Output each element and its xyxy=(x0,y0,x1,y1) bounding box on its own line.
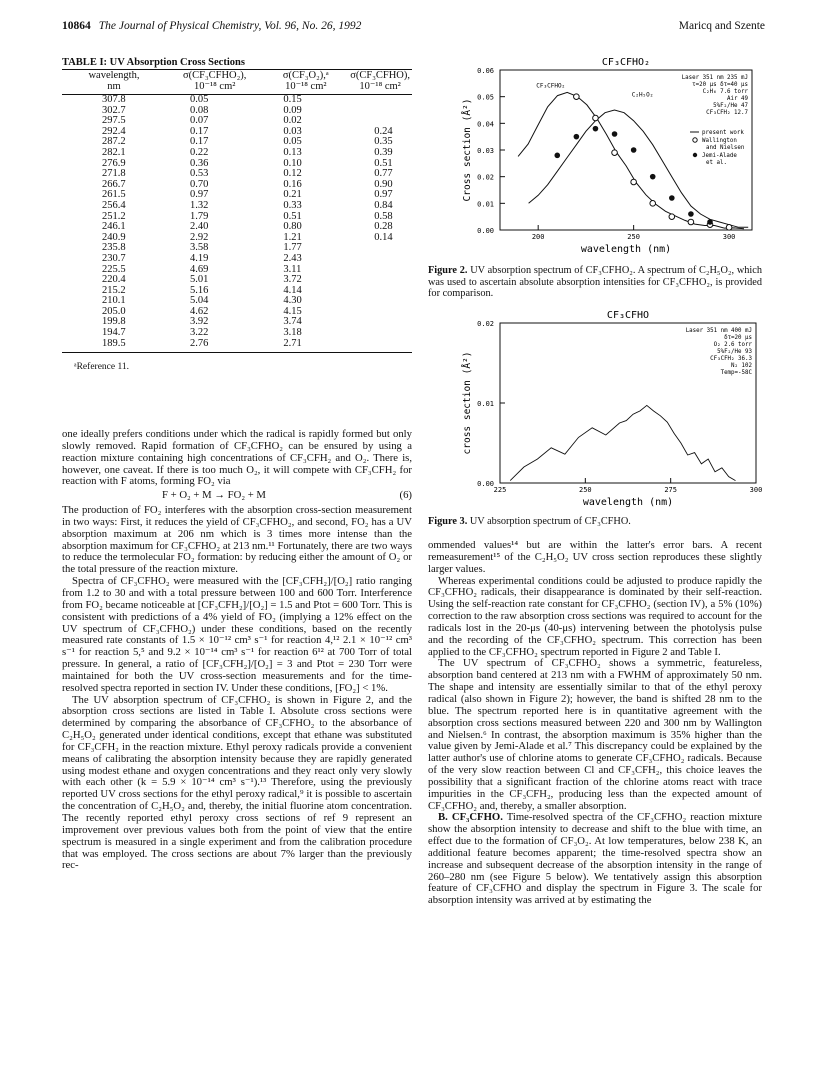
table-cell: 3.11 xyxy=(283,263,302,275)
wallington-point xyxy=(726,225,732,231)
table-cell: 2.40 xyxy=(189,221,209,233)
header-left xyxy=(62,20,361,32)
table-cell: 0.28 xyxy=(374,221,393,233)
table-cell xyxy=(348,95,412,106)
wallington-point xyxy=(669,214,675,220)
column-unit: 10⁻¹⁸ cm² xyxy=(166,81,263,95)
equation-6 xyxy=(62,490,412,502)
y-tick-label: 0.02 xyxy=(477,320,494,328)
table-cell: 261.5 xyxy=(102,189,126,201)
wallington-point xyxy=(593,115,599,121)
table-row xyxy=(62,148,412,159)
y-tick-label: 0.00 xyxy=(477,227,494,235)
table-cell: 0.24 xyxy=(374,125,393,137)
table-cell: 2.76 xyxy=(166,339,263,353)
legend-entry: and Nielsen xyxy=(706,145,745,151)
paragraph: ommended values¹⁴ but are within the latter's error bars. A recent remeasurement¹⁵ of the C₂H₅O₂ UV cross section reproduces these slightly larger values. xyxy=(428,539,762,575)
y-axis-label: Cross section (Å²) xyxy=(462,98,473,202)
figure-2 xyxy=(444,52,762,260)
condition-text: 5%F₂/He 93 xyxy=(717,349,752,355)
table-cell xyxy=(348,243,412,254)
table-cell: 3.18 xyxy=(283,327,302,339)
paragraph: The UV absorption spectrum of CF₃CFHO₂ is shown in Figure 2, and the absorption cross sections are listed in Table I. Absolute cross sections were determined by comparing the absorbance of CF₃CFHO₂ to the absorbance of C₂H₅O₂ generated under identical conditions, except that ethane was substituted for CF₃CFH₂ in the reaction mixture. Ethyl peroxy radicals provide a convenient means of calibrating the absorption intensity because they are rapidly generated using modest ethane and oxygen concentrations and they react only very slowly with each other (k = 5.9 × 10⁻¹⁴ cm³ s⁻¹).¹³ Therefore, using the previously reported UV cross sections for the ethyl peroxy radical,⁹ it is possible to ascertain the concentration of C₂H₅O₂ and, thereby, the initial fluorine atom concentration. The recently reported ethyl peroxy cross sections of ref 9 represent an improvement over previous values both from the point of view that the entire spectrum is measured in a single experiment and from the calibration procedure that was employed. The cross sections are about 7% larger than the previously rec- xyxy=(62,693,412,872)
table-cell xyxy=(348,307,412,318)
jemi-alade-point xyxy=(707,219,713,225)
legend-entry: Wallington xyxy=(702,138,737,144)
condition-text: CF₃CFH₂ 36.3 xyxy=(710,356,752,362)
x-tick-label: 200 xyxy=(531,233,545,241)
page-number: 10864 xyxy=(62,20,91,32)
header-authors: Maricq and Szente xyxy=(678,20,765,32)
table-cell: 297.5 xyxy=(102,115,126,127)
table-cell xyxy=(348,286,412,297)
table-cell: 235.8 xyxy=(102,242,126,254)
jemi-alade-point xyxy=(631,147,637,153)
table-cell: 0.97 xyxy=(189,189,209,201)
table-cell: 194.7 xyxy=(102,327,126,339)
figure-3-plot xyxy=(444,305,762,515)
table-cell: 4.15 xyxy=(283,305,302,317)
table-cell: 4.62 xyxy=(189,305,209,317)
jemi-alade-point xyxy=(650,174,656,180)
condition-text: C₂H₆ 7.6 torr xyxy=(702,89,748,95)
condition-text: 5%F₂/He 47 xyxy=(713,103,748,109)
table-cell: 0.90 xyxy=(374,178,393,190)
table-cell: 0.17 xyxy=(189,136,209,148)
figure-3 xyxy=(444,305,762,515)
jemi-alade-point xyxy=(574,134,580,140)
jemi-alade-point xyxy=(554,153,560,159)
table-cell: 220.4 xyxy=(102,274,126,286)
table-row xyxy=(62,254,412,265)
table-cell: 210.1 xyxy=(102,295,126,307)
chart-title: CF₃CFHO₂ xyxy=(601,57,651,68)
left-column-text xyxy=(62,429,412,872)
table-cell: 276.9 xyxy=(102,157,126,169)
paragraph: The production of FO₂ interferes with the absorption cross-section measurement in two ways: First, it reduces the yield of CF₃CFHO₂, and second, FO₂ has a UV absorption maximum at 206 nm which is 3 times more intense than the absorption maximum for CF₃CFHO₂ at 213 nm.¹¹ Fortunately, there are two ways to reduce the termolecular FO₂ formation: by reducing either the amount of O₂ or the total pressure of the reaction mixture. xyxy=(62,504,412,576)
table-cell: 4.14 xyxy=(283,284,302,296)
paragraph: one ideally prefers conditions under which the radical is rapidly formed but only slowly removed. Rapid formation of CF₃CFHO₂ can be ensured by using a reaction mixture containing high concentrations of CF₃CFH₂ and O₂. There is, however, one caveat. If there is too much O₂, it will compete with CF₃CFH₂ for reaction with F atoms, forming FO₂ via xyxy=(62,428,412,488)
table-row xyxy=(62,95,412,106)
legend-filled-marker xyxy=(693,153,697,157)
table-cell xyxy=(348,265,412,276)
section-heading: B. CF₃CFHO. xyxy=(438,811,503,824)
table-cell: 0.21 xyxy=(283,189,302,201)
condition-text: Laser 351 nm 235 mJ xyxy=(681,75,748,81)
table-1 xyxy=(62,57,412,372)
condition-text: Laser 351 nm 400 mJ xyxy=(685,328,752,334)
table-cell: 0.05 xyxy=(283,136,302,148)
paragraph xyxy=(428,812,762,907)
table-cell: 0.84 xyxy=(374,199,393,211)
table-cell: 2.43 xyxy=(283,252,302,264)
wallington-point xyxy=(650,201,656,207)
caption-label: Figure 2. xyxy=(428,265,468,276)
table-cell: 189.5 xyxy=(62,339,166,353)
jemi-alade-point xyxy=(612,131,618,137)
table-cell: 0.35 xyxy=(374,136,393,148)
equation-number: (6) xyxy=(399,489,412,502)
table-cell: 0.77 xyxy=(374,168,393,180)
table-cell: 307.8 xyxy=(102,94,126,105)
table-cell: 225.5 xyxy=(102,263,126,275)
curve-label-c2h5o2: C₂H₅O₂ xyxy=(631,91,654,99)
jemi-alade-point xyxy=(669,195,675,201)
table-cell: 4.19 xyxy=(189,252,209,264)
condition-text: O₂ 2.6 torr xyxy=(713,342,752,348)
legend-open-marker xyxy=(693,138,697,142)
table-cell xyxy=(348,317,412,328)
x-tick-label: 250 xyxy=(579,486,592,494)
wallington-point xyxy=(612,150,618,156)
y-tick-label: 0.05 xyxy=(477,93,494,102)
table-cell: 0.13 xyxy=(283,146,302,158)
table-cell: 0.53 xyxy=(189,168,209,180)
table-cell: 251.2 xyxy=(102,210,126,222)
table-cell: 2.92 xyxy=(189,231,209,243)
table-cell: 3.72 xyxy=(283,274,302,286)
table-cell: 3.22 xyxy=(189,327,209,339)
table-cell: 246.1 xyxy=(102,221,126,233)
paragraph: The UV spectrum of CF₃CFHO₂ shows a symmetric, featureless, absorption band centered at 213 nm with a FWHM of approximately 50 nm. The shape and intensity are essentially similar to that of the ethyl peroxy radical (also shown in Figure 2); however, the band is shifted 28 nm to the blue. The spectrum reported here is in quantitative agreement with the absorption cross sections measured between 220 and 300 nm by Wallington and Nielsen.⁶ In contrast, the absorption maximum is 35% higher than the value given by Jemi-Alade et al.⁷ This discrepancy could be explained by the latter author's use of chlorine atoms to generate CF₃CFHO₂ radicals. Because of the very slow reaction between Cl and CF₃CFH₂, this choice leaves the possibility that a significant fraction of the chlorine atoms react with trace impurities in the CF₃CFH₂, producing less than the expected amount of CF₃CFHO₂ and, thereby, a smaller absorption. xyxy=(428,657,762,812)
jemi-alade-point xyxy=(593,126,599,132)
x-tick-label: 250 xyxy=(627,233,640,241)
table-cell: 0.03 xyxy=(283,125,302,137)
legend-entry: present work xyxy=(702,130,744,136)
table-cell xyxy=(348,328,412,339)
table-cell: 292.4 xyxy=(102,125,126,137)
table-cell xyxy=(348,106,412,117)
figure-3-caption xyxy=(428,516,762,528)
table-cell: 0.05 xyxy=(189,94,209,105)
caption-label: Figure 3. xyxy=(428,516,468,527)
x-tick-label: 275 xyxy=(664,486,677,494)
table-cell: 230.7 xyxy=(102,252,126,264)
y-tick-label: 0.01 xyxy=(477,400,494,408)
table-cell: 199.8 xyxy=(102,316,126,328)
curve-label-cf3cfho2: CF₃CFHO₂ xyxy=(536,82,566,90)
journal-name: The Journal of Physical Chemistry, Vol. 96, No. 26, 1992 xyxy=(98,20,362,32)
figure-2-plot xyxy=(444,52,762,260)
table-cell: 0.02 xyxy=(283,115,302,127)
cross-section-table xyxy=(62,70,412,353)
table-cell: 0.33 xyxy=(283,199,302,211)
y-tick-label: 0.03 xyxy=(477,147,494,155)
table-cell: 0.51 xyxy=(283,210,302,222)
table-cell xyxy=(348,339,412,353)
table-cell: 266.7 xyxy=(102,178,126,190)
column-unit: 10⁻¹⁸ cm² xyxy=(348,81,412,95)
wallington-point xyxy=(631,179,637,185)
y-tick-label: 0.00 xyxy=(477,480,494,488)
x-axis-label: wavelength (nm) xyxy=(580,244,672,255)
table-cell: 0.12 xyxy=(283,168,302,180)
table-title: TABLE I: UV Absorption Cross Sections xyxy=(62,57,245,68)
table-cell xyxy=(348,254,412,265)
table-cell: 0.70 xyxy=(189,178,209,190)
figure-2-caption xyxy=(428,265,762,300)
table-cell: 0.97 xyxy=(374,189,393,201)
condition-text: Temp=-58C xyxy=(720,370,752,376)
table-cell: 0.51 xyxy=(374,157,393,169)
jemi-alade-point xyxy=(688,211,694,217)
paragraph: Whereas experimental conditions could be adjusted to produce rapidly the CF₃CFHO₂ radicals, their disappearance is dominated by their self-reaction. Using the self-reaction rate constant for CF₃CFHO₂ (section IV), a 5% (10%) correction to the raw absorption cross sections was required to account for the radicals lost in the 20-μs (40-μs) intervening between the photolysis pulse and the recording of the CF₃CFHO₂ spectrum. This correction has been applied to the CF₃CFHO₂ spectrum reported in Figure 2 and Table I. xyxy=(428,574,762,658)
wallington-point xyxy=(688,219,694,225)
table-cell: 0.07 xyxy=(189,115,209,127)
table-cell: 3.74 xyxy=(283,316,302,328)
table-cell: 0.16 xyxy=(283,178,302,190)
running-header xyxy=(62,20,765,38)
paragraph-text: Time-resolved spectra of the CF₃CFHO₂ reaction mixture show the absorption intensity to decrease and shift to the blue with time, an effect due to the formation of CF₃O₂. At low temperatures, below 238 K, an additional feature becomes apparent; the time-resolved spectra show an increase and subsequent decrease of the absorption intensity in the range of 260–280 nm (see Figure 5 below). We tentatively assign this absorption feature of CF₃CFHO and display the spectrum in Figure 3. The scale for absorption intensity was arrived at by estimating the xyxy=(428,811,763,907)
legend-entry: Jemi-Alade xyxy=(702,153,737,159)
x-axis-label: wavelength (nm) xyxy=(582,497,674,508)
table-cell: 3.92 xyxy=(189,316,209,328)
y-tick-label: 0.06 xyxy=(477,67,494,75)
table-cell: 215.2 xyxy=(102,284,126,296)
table-cell: 1.21 xyxy=(283,231,302,243)
condition-text: δτ=20 μs xyxy=(724,335,752,341)
table-cell: 256.4 xyxy=(102,199,126,211)
table-cell: 4.30 xyxy=(283,295,302,307)
table-footnote: ᵃReference 11. xyxy=(74,362,129,373)
y-tick-label: 0.02 xyxy=(477,173,494,182)
series-line-cf3cfho xyxy=(510,405,735,480)
table-cell: 1.32 xyxy=(189,199,209,211)
table-cell: 3.58 xyxy=(189,242,209,254)
table-cell xyxy=(348,296,412,307)
column-header: σ(CF₃O₂),ᵃ xyxy=(282,70,329,81)
table-cell: 1.77 xyxy=(283,242,302,254)
table-row xyxy=(62,201,412,212)
table-cell: 0.10 xyxy=(283,157,302,169)
column-unit: nm xyxy=(62,81,166,95)
table-cell: 1.79 xyxy=(189,210,209,222)
column-header: wavelength, xyxy=(88,70,140,81)
x-tick-label: 225 xyxy=(493,486,507,494)
table-cell: 0.17 xyxy=(189,125,209,137)
table-cell: 0.36 xyxy=(189,157,209,169)
table-cell: 0.15 xyxy=(283,94,302,105)
table-cell: 271.8 xyxy=(102,168,126,180)
x-tick-label: 300 xyxy=(749,486,762,494)
table-cell xyxy=(348,275,412,286)
table-cell: 5.01 xyxy=(189,274,209,286)
column-header: σ(CF₃CFHO₂), xyxy=(182,70,247,81)
caption-text: UV absorption spectrum of CF₃CFHO. xyxy=(467,516,631,527)
column-unit: 10⁻¹⁸ cm² xyxy=(263,81,348,95)
table-cell: 0.58 xyxy=(374,210,393,222)
column-header: σ(CF₃CFHO), xyxy=(350,70,410,81)
table-cell: 0.39 xyxy=(374,146,393,158)
condition-text: N₂ 102 xyxy=(731,363,752,369)
condition-text: τ=20 μs δτ=40 μs xyxy=(692,82,748,88)
paragraph: Spectra of CF₃CFHO₂ were measured with the [CF₃CFH₂]/[O₂] ratio ranging from 1.2 to 30 and with a total pressure between 100 and 600 Torr. Interference from FO₂ became noticeable at [CF₃CFH₂]/[O₂] = 1.5 and Ptot = 600 Torr. This is consistent with predictions of a 4% yield of FO₂ (implying a 12% effect on the UV spectrum of CF₃CFHO₂) under these conditions, based on the recently measured rate constants of 1.5 × 10⁻¹² cm³ s⁻¹ for reaction 4,¹² 2.1 × 10⁻¹² cm³ s⁻¹ for reaction 5,⁵ and 9.2 × 10⁻¹⁴ cm³ s⁻¹ for reaction 6¹² at 700 Torr of total pressure. In general, a ratio of [CF₃CFH₂]/[O₂] = 3 and Ptot = 230 Torr were maintained for both the UV cross-section measurements and for the time-resolved spectra reported in section IV. Under these conditions, [FO₂] < 1%. xyxy=(62,575,412,694)
table-cell: 287.2 xyxy=(102,136,126,148)
condition-text: CF₃CFH₂ 12.7 xyxy=(706,110,748,116)
table-cell: 0.08 xyxy=(189,104,209,116)
table-cell: 0.22 xyxy=(189,146,209,158)
wallington-point xyxy=(574,94,580,100)
right-column-text xyxy=(428,540,762,907)
table-cell: 240.9 xyxy=(102,231,126,243)
y-tick-label: 0.04 xyxy=(477,120,494,129)
table-cell: 5.04 xyxy=(189,295,209,307)
x-tick-label: 300 xyxy=(722,233,736,241)
y-axis-label: cross section (Å²) xyxy=(462,351,473,455)
table-cell: 0.09 xyxy=(283,104,302,116)
series-line-c2h5o2 xyxy=(529,110,749,227)
table-cell: 302.7 xyxy=(102,104,126,116)
chart-title: CF₃CFHO xyxy=(606,310,650,321)
table-cell: 0.14 xyxy=(374,231,393,243)
y-tick-label: 0.01 xyxy=(477,200,494,209)
caption-text: UV absorption spectrum of CF₃CFHO₂. A spectrum of C₂H₅O₂, which was used to ascertain absolute absorption intensities for CF₃CFHO₂, is provided for comparison. xyxy=(428,265,763,300)
table-cell: 205.0 xyxy=(102,305,126,317)
table-row xyxy=(62,339,412,353)
table-cell: 4.69 xyxy=(189,263,209,275)
table-cell: 282.1 xyxy=(102,146,126,158)
equation-text: F + O₂ + M → FO₂ + M xyxy=(162,489,266,502)
condition-text: Air 49 xyxy=(727,96,748,102)
table-cell: 5.16 xyxy=(189,284,209,296)
table-cell: 0.80 xyxy=(283,221,302,233)
table-cell: 2.71 xyxy=(263,339,348,353)
legend-entry: et al. xyxy=(706,160,727,166)
